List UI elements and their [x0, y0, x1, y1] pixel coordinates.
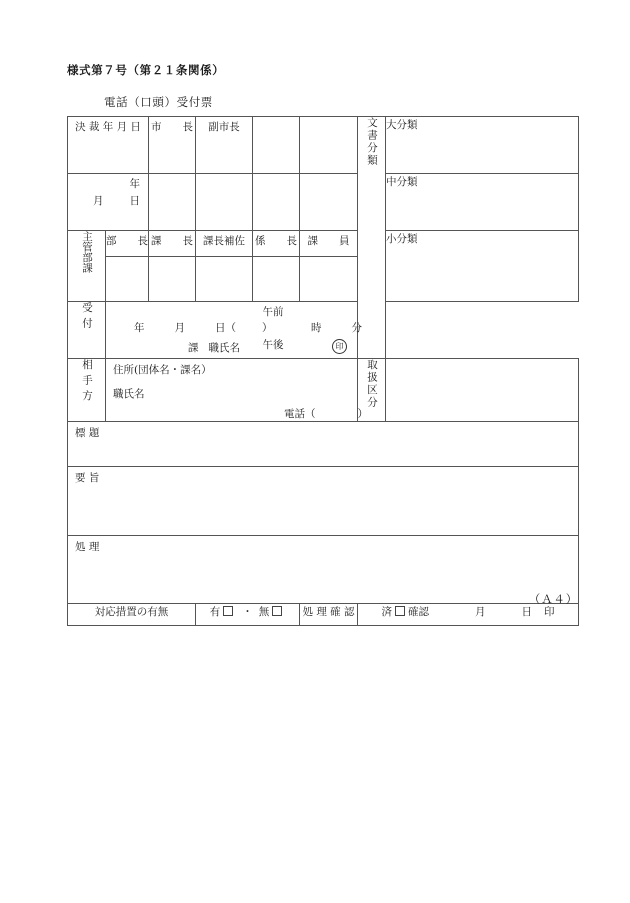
confirm-done-checkbox[interactable] — [395, 606, 405, 616]
measure-choice-cell[interactable] — [196, 604, 300, 626]
reception-details-cell[interactable] — [106, 302, 362, 359]
counterparty-label: 相手方 — [81, 359, 93, 406]
approval-stamp-cell-2[interactable] — [300, 174, 358, 231]
summary-cell[interactable] — [68, 467, 579, 536]
footer-row — [68, 604, 579, 626]
handling-label-cell — [358, 359, 386, 422]
reception-label-cell — [68, 302, 106, 359]
form-number: 様式第７号（第２１条関係） — [67, 63, 225, 77]
subject-row — [68, 422, 579, 467]
reception-section: 課 — [188, 342, 199, 354]
approval-header-row — [68, 117, 579, 174]
approval-month: 月 — [93, 195, 104, 207]
processing-row — [68, 536, 579, 604]
approval-blank-header-1 — [253, 117, 300, 174]
confirm-day: 日 — [521, 606, 533, 618]
approval-date-header: 決 裁 年 月 日 — [68, 117, 149, 174]
confirm-confirmed-label: 確認 — [408, 606, 430, 618]
dept-col-kachohosa: 課長補佐 — [196, 231, 253, 257]
measure-separator: ・ — [242, 606, 253, 618]
dept-col-kacho: 課 長 — [149, 231, 196, 257]
reception-pm[interactable]: 午後 — [262, 339, 284, 351]
processing-cell[interactable] — [68, 536, 579, 604]
reception-row — [68, 302, 579, 359]
middle-classification-label: 中分類 — [386, 176, 418, 188]
reception-am[interactable]: 午前 — [262, 306, 284, 318]
reception-seal-icon: 印 — [332, 339, 347, 354]
major-classification-label: 大分類 — [386, 119, 418, 131]
dept-col-kakaricho: 係 長 — [253, 231, 300, 257]
reception-slip-table — [67, 116, 579, 626]
dept-stamp-bucho[interactable] — [106, 256, 149, 301]
approval-date-input-cell[interactable] — [68, 174, 149, 231]
subject-label: 標 題 — [75, 427, 100, 439]
dept-col-kain: 課 員 — [300, 231, 358, 257]
counterparty-tel-label: 電話（ ） — [284, 408, 368, 420]
reception-name: 職氏名 — [208, 342, 240, 354]
reception-hour: 時 — [311, 322, 322, 334]
reception-day: 日（ — [215, 322, 236, 334]
measure-yes-checkbox[interactable] — [223, 606, 233, 616]
subject-cell[interactable] — [68, 422, 579, 467]
measure-no-checkbox[interactable] — [272, 606, 282, 616]
reception-label: 受付 — [81, 302, 93, 333]
handling-value-cell[interactable] — [386, 359, 579, 422]
mayor-stamp-cell[interactable] — [149, 174, 196, 231]
department-header-row — [68, 231, 579, 257]
processing-label: 処 理 — [75, 541, 100, 553]
department-label-cell — [68, 231, 106, 302]
dept-stamp-kain[interactable] — [300, 256, 358, 301]
confirm-done-label: 済 — [381, 606, 393, 618]
counterparty-label-cell — [68, 359, 106, 422]
measure-label-cell — [68, 604, 196, 626]
counterparty-row — [68, 359, 579, 422]
reception-year: 年 — [134, 322, 145, 334]
minor-classification-label: 小分類 — [386, 233, 418, 245]
approval-date-row — [68, 174, 579, 231]
major-classification-cell[interactable] — [386, 117, 579, 174]
department-label: 主管部課 — [81, 231, 93, 273]
processing-confirm-label-cell — [300, 604, 358, 626]
counterparty-name-label: 職氏名 — [113, 388, 145, 400]
reception-month: 月 — [174, 322, 185, 334]
document-classification-label: 文書分類 — [366, 117, 379, 167]
confirm-month: 月 — [475, 606, 486, 618]
paper-size-note: （Ａ４） — [528, 592, 578, 606]
approval-day: 日 — [129, 195, 141, 207]
dept-stamp-kacho[interactable] — [149, 256, 196, 301]
confirm-seal: 印 — [544, 606, 555, 618]
measure-label: 対応措置の有無 — [94, 606, 169, 618]
handling-label: 取扱区分 — [366, 359, 379, 409]
mayor-header: 市 長 — [149, 117, 196, 174]
middle-classification-cell[interactable] — [386, 174, 579, 231]
approval-blank-header-2 — [300, 117, 358, 174]
dept-col-bucho: 部 長 — [106, 231, 149, 257]
dept-stamp-kachohosa[interactable] — [196, 256, 253, 301]
summary-label: 要 旨 — [75, 472, 100, 484]
measure-yes-label: 有 — [209, 606, 221, 618]
deputy-mayor-stamp-cell[interactable] — [196, 174, 253, 231]
approval-stamp-cell-1[interactable] — [253, 174, 300, 231]
form-title: 電話（口頭）受付票 — [104, 95, 213, 109]
approval-year: 年 — [129, 178, 141, 190]
counterparty-details-cell[interactable] — [106, 359, 368, 422]
summary-row — [68, 467, 579, 536]
reception-minute: 分 — [351, 322, 362, 334]
dept-stamp-kakaricho[interactable] — [253, 256, 300, 301]
reception-day-close: ） — [262, 322, 273, 334]
processing-confirm-label: 処 理 確 認 — [302, 606, 355, 618]
minor-classification-cell[interactable] — [386, 231, 579, 302]
deputy-mayor-header: 副市長 — [196, 117, 253, 174]
measure-no-label: 無 — [258, 606, 270, 618]
counterparty-address-label: 住所(団体名・課名） — [113, 364, 212, 376]
